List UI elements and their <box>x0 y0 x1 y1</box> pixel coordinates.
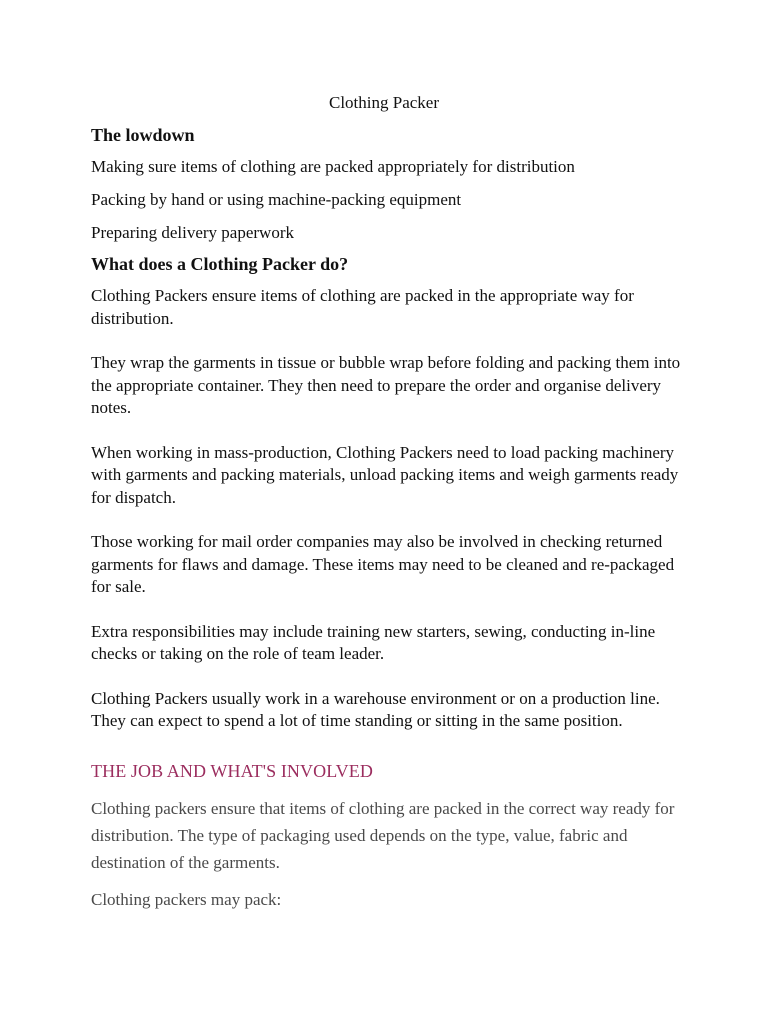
job-paragraph: Clothing packers ensure that items of clothing are packed in the correct way ready for distribution. The type of packaging used depends on the type, value, fabric and destination of the garments. <box>91 798 675 872</box>
what-paragraph: They wrap the garments in tissue or bubble wrap before folding and packing them into the appropriate container. They then need to prepare the order and organise delivery notes. <box>91 353 681 417</box>
what-paragraph: When working in mass-production, Clothing Packers need to load packing machinery with garments and packing materials, unload packing items and weigh garments ready for dispatch. <box>91 442 679 507</box>
what-paragraph: Those working for mail order companies may also be involved in checking returned garments for flaws and damage. These items may need to be cleaned and re-packaged for sale. <box>91 532 675 596</box>
lowdown-item: Making sure items of clothing are packed appropriately for distribution <box>91 157 575 176</box>
what-heading: What does a Clothing Packer do? <box>91 254 349 274</box>
what-paragraph: Clothing Packers usually work in a warehouse environment or on a production line. They can expect to spend a lot of time standing or sitting in the same position. <box>91 688 660 730</box>
lowdown-heading: The lowdown <box>91 125 195 145</box>
document-title: Clothing Packer <box>328 93 439 112</box>
document-body <box>91 124 691 923</box>
what-paragraph: Extra responsibilities may include training new starters, sewing, conducting in-line checks or taking on the role of team leader. <box>91 621 656 663</box>
job-section-heading: THE JOB AND WHAT'S INVOLVED <box>91 760 373 781</box>
job-paragraph: Clothing packers may pack: <box>91 889 282 909</box>
lowdown-item: Preparing delivery paperwork <box>91 223 294 242</box>
what-paragraph: Clothing Packers ensure items of clothing are packed in the appropriate way for distribution. <box>91 286 634 328</box>
lowdown-item: Packing by hand or using machine-packing equipment <box>91 190 462 209</box>
